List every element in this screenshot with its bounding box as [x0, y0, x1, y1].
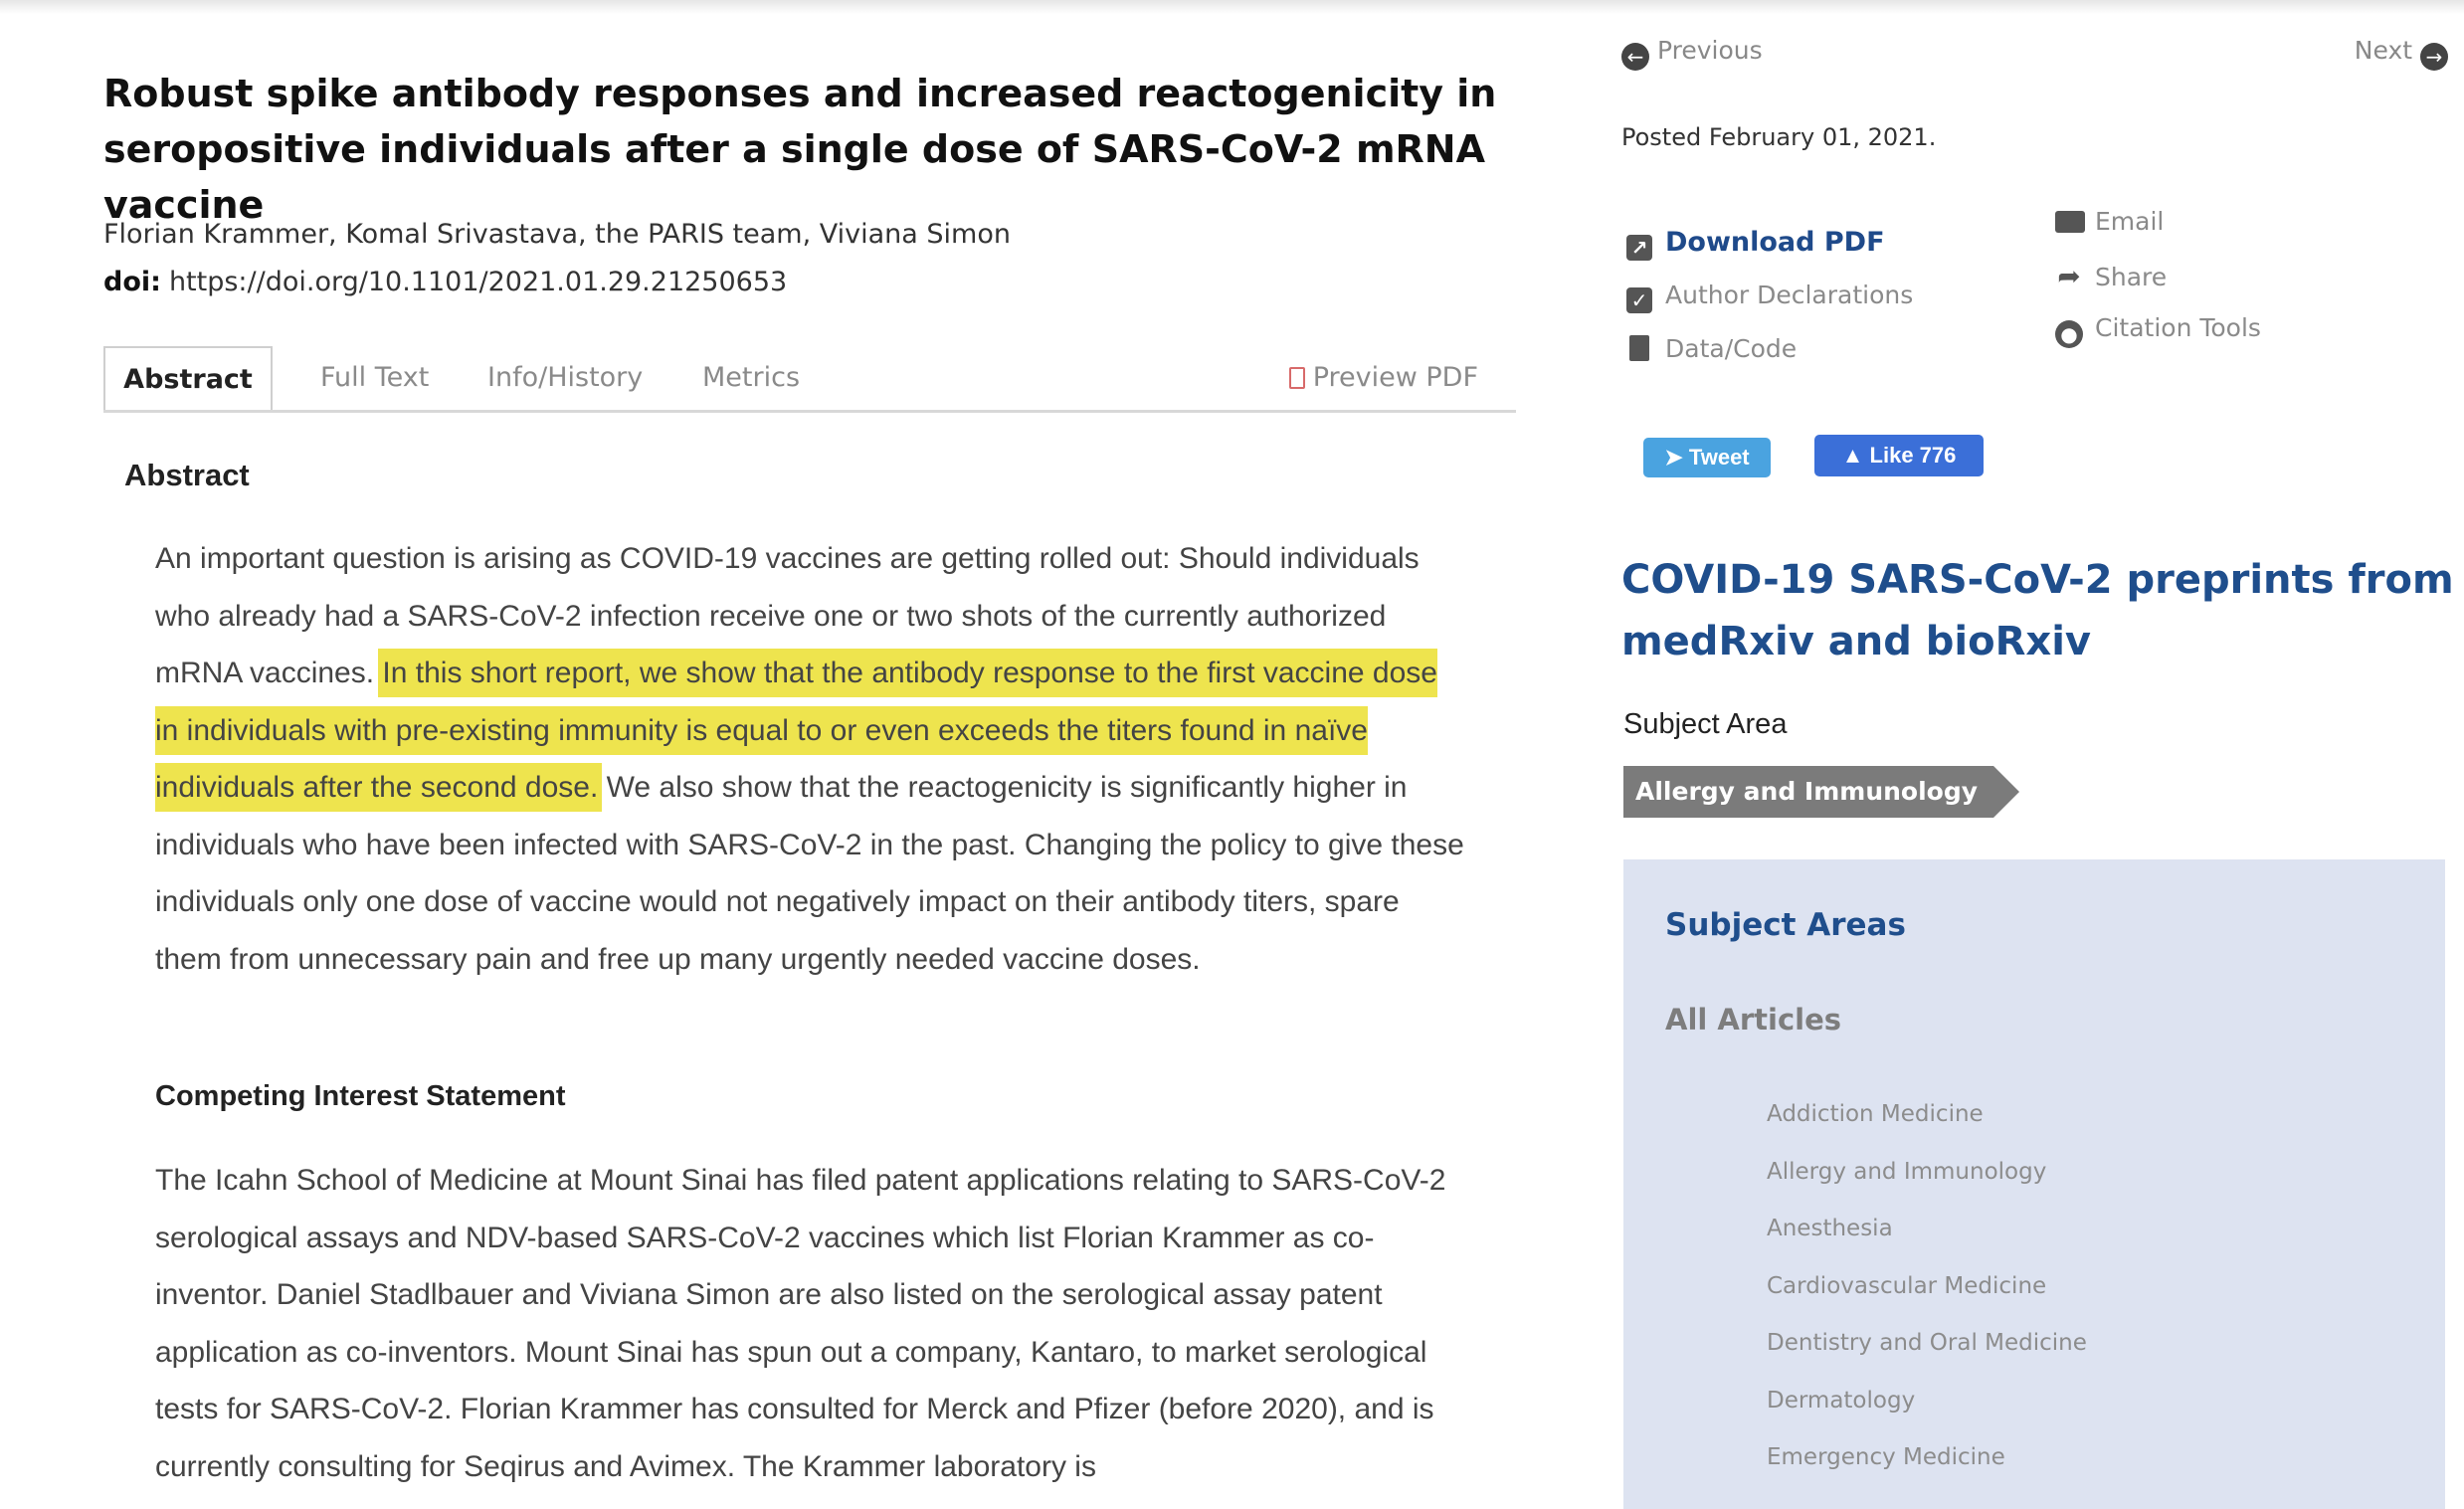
tweet-button[interactable]: [1643, 438, 1771, 477]
article-title: Robust spike antibody responses and increased reactogenicity in seropositive individuals after a single dose of SARS-CoV-2 mRNA vaccine: [103, 72, 1497, 227]
subject-list: [1767, 1086, 2087, 1487]
arrow-right-circle-icon: →: [2420, 43, 2448, 71]
doi-link[interactable]: https://doi.org/10.1101/2021.01.29.21250653: [168, 267, 788, 297]
all-articles-link[interactable]: All Articles: [1665, 1003, 1842, 1037]
abstract-heading: Abstract: [124, 458, 250, 492]
tab-metrics[interactable]: Metrics: [702, 362, 801, 393]
data-code-link[interactable]: [1625, 334, 1797, 363]
preview-pdf-link[interactable]: [1289, 346, 1478, 410]
tab-full-text[interactable]: Full Text: [320, 362, 430, 393]
email-link[interactable]: [2055, 207, 2164, 236]
author-declarations-link[interactable]: [1625, 281, 1913, 313]
subject-areas-title: Subject Areas: [1665, 907, 1906, 943]
abstract-highlighted-text: In this short report, we show that the antibody response to the first vaccine dose in individuals with pre-existing immunity is equal to or even exceeds the titers found in naïve individuals after the second dose.: [155, 653, 1437, 808]
subject-item-anesthesia[interactable]: Anesthesia: [1767, 1216, 1893, 1241]
subject-item-cardiovascular-medicine[interactable]: Cardiovascular Medicine: [1767, 1272, 2047, 1299]
next-link[interactable]: [2355, 36, 2448, 71]
subject-tag[interactable]: Allergy and Immunology: [1623, 766, 1993, 818]
citation-tools-label: Citation Tools: [2095, 313, 2261, 342]
next-label: Next: [2354, 36, 2413, 65]
abstract-text: [155, 530, 1468, 988]
competing-interest-heading: Competing Interest Statement: [155, 1080, 566, 1112]
doi-label: doi:: [103, 267, 161, 297]
previous-label: Previous: [1656, 36, 1763, 65]
download-pdf-link[interactable]: [1625, 227, 1885, 261]
checkbox-icon: ✓: [1625, 281, 1653, 313]
author-declarations-label: Author Declarations: [1665, 281, 1914, 309]
subject-area-label: Subject Area: [1623, 708, 1788, 740]
article-doi: [103, 267, 787, 297]
data-code-label: Data/Code: [1665, 334, 1798, 363]
competing-interest-text: The Icahn School of Medicine at Mount Sinai has filed patent applications relating to SARS-CoV-2 serological assays and NDV-based SARS-CoV-2 vaccines which list Florian Krammer as co-inventor. Daniel Stadlbauer and Viviana Simon are also listed on the serological assay patent application as co-inventors. Mount Sinai has spun out a company, Kantaro, to market serological tests for SARS-CoV-2. Florian Krammer has consulted for Merck and Pfizer (before 2020), and is currently consulting for Seqirus and Avimex. The Krammer laboratory is: [155, 1164, 1446, 1483]
subject-item-dentistry-oral-medicine[interactable]: Dentistry and Oral Medicine: [1767, 1330, 2087, 1356]
subject-item-allergy-immunology[interactable]: Allergy and Immunology: [1767, 1158, 2047, 1185]
subject-item-emergency-medicine[interactable]: Emergency Medicine: [1767, 1444, 2005, 1470]
share-arrow-icon: ➦: [2057, 260, 2081, 292]
previous-link[interactable]: [1621, 36, 1763, 71]
envelope-icon: [2055, 207, 2083, 236]
covid-preprints-link[interactable]: COVID-19 SARS-CoV-2 preprints from medRxiv and bioRxiv: [1621, 557, 2454, 664]
share-link[interactable]: [2055, 260, 2167, 292]
pdf-file-icon: [1289, 367, 1305, 389]
posted-date: Posted February 01, 2021.: [1621, 123, 1937, 151]
arrow-left-circle-icon: ←: [1621, 43, 1649, 71]
twitter-bird-icon: ➤: [1664, 445, 1683, 470]
tweet-label: Tweet: [1688, 445, 1750, 470]
abstract-text-end: We also show that the reactogenicity is significantly higher in individuals who have been infected with SARS-CoV-2 in the past. Changing the policy to give these individuals only one dose of vaccine would not negatively impact on their antibody titers, spare them from unnecessary pain and free up many urgently needed vaccine doses.: [155, 771, 1464, 976]
subject-item-addiction-medicine[interactable]: Addiction Medicine: [1767, 1101, 1984, 1127]
subject-areas-panel: [1623, 859, 2445, 1509]
globe-icon: ●: [2055, 313, 2083, 348]
file-icon: [1625, 334, 1653, 363]
tab-info-history[interactable]: Info/History: [487, 362, 644, 393]
subject-item-dermatology[interactable]: Dermatology: [1767, 1387, 1916, 1414]
tab-abstract[interactable]: Abstract: [103, 346, 273, 410]
download-pdf-label: Download PDF: [1665, 227, 1885, 258]
like-button[interactable]: [1814, 435, 1984, 476]
email-label: Email: [2095, 207, 2165, 236]
download-icon: ↗: [1625, 227, 1653, 261]
preview-pdf-label: Preview PDF: [1312, 362, 1478, 393]
top-shadow: [0, 0, 2464, 14]
share-label: Share: [2095, 263, 2168, 291]
abstract-text-start: An important question is arising as COVID-19 vaccines are getting rolled out: Should individuals who already had a SARS-CoV-2 infection receive one or two shots of the currently authorized mRNA vaccines.: [155, 542, 1420, 689]
citation-tools-link[interactable]: [2055, 313, 2261, 348]
subject-tag-wrapper: [1623, 766, 1993, 818]
like-label: Like 776: [1869, 443, 1957, 468]
article-tabs: [103, 346, 1516, 413]
thumbs-up-icon: ▲: [1841, 443, 1864, 468]
article-authors: Florian Krammer, Komal Srivastava, the PARIS team, Viviana Simon: [103, 219, 1011, 250]
